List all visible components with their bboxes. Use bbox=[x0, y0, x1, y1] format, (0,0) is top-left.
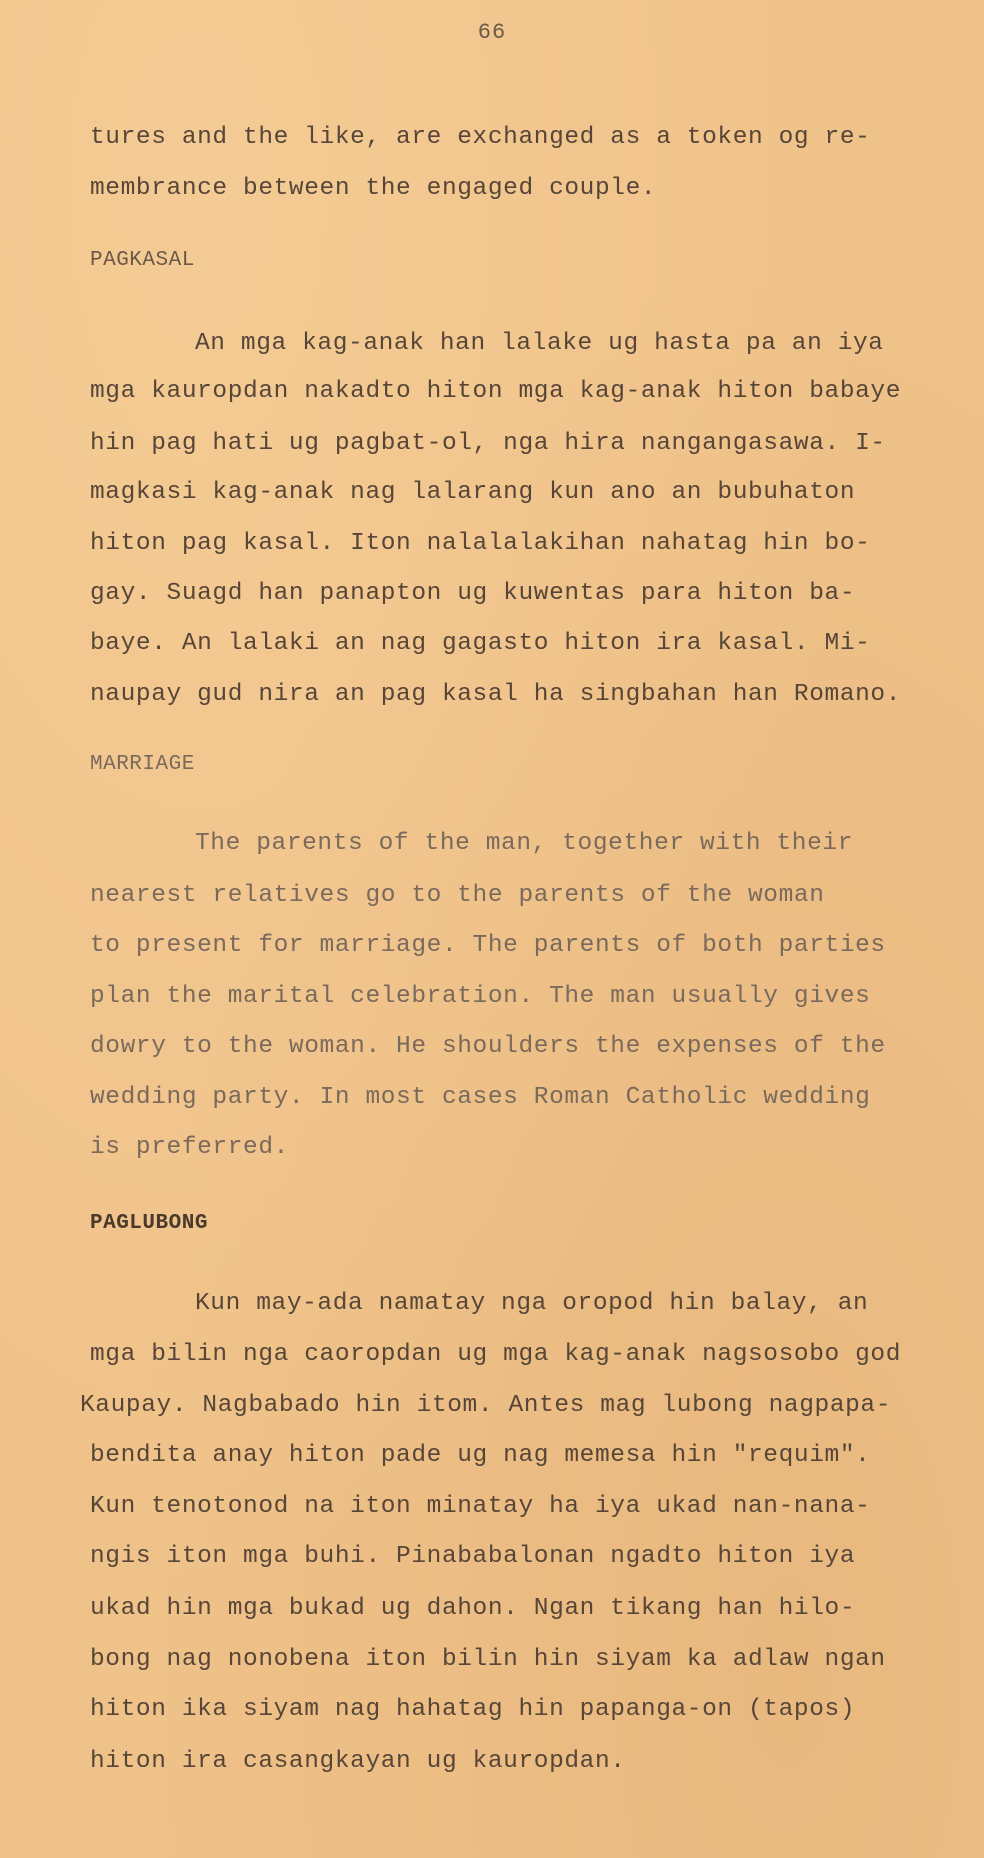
body-line: mga kauropdan nakadto hiton mga kag-anak hiton babaye bbox=[90, 378, 902, 405]
body-line: is preferred. bbox=[90, 1134, 289, 1161]
body-line: dowry to the woman. He shoulders the expenses of the bbox=[90, 1033, 886, 1060]
body-line: gay. Suagd han panapton ug kuwentas para hiton ba- bbox=[90, 580, 856, 607]
body-line: mga bilin nga caoropdan ug mga kag-anak nagsosobo god bbox=[90, 1341, 902, 1368]
body-line: Kun tenotonod na iton minatay ha iya ukad nan-nana- bbox=[90, 1493, 871, 1520]
body-line: hiton pag kasal. Iton nalalalakihan nahatag hin bo- bbox=[90, 530, 871, 557]
body-line: to present for marriage. The parents of both parties bbox=[90, 932, 886, 959]
body-line: The parents of the man, together with their bbox=[195, 830, 854, 857]
body-line: magkasi kag-anak nag lalarang kun ano an bubuhaton bbox=[90, 479, 856, 506]
section-heading-paglubong: PAGLUBONG bbox=[90, 1212, 208, 1235]
body-line: membrance between the engaged couple. bbox=[90, 175, 657, 202]
section-heading-marriage: MARRIAGE bbox=[90, 753, 195, 776]
body-line: naupay gud nira an pag kasal ha singbahan han Romano. bbox=[90, 681, 902, 708]
body-line: plan the marital celebration. The man usually gives bbox=[90, 983, 871, 1010]
body-line: baye. An lalaki an nag gagasto hiton ira kasal. Mi- bbox=[90, 630, 871, 657]
body-line: An mga kag-anak han lalake ug hasta pa an iya bbox=[195, 330, 884, 357]
page-number: 66 bbox=[477, 20, 507, 45]
body-line: wedding party. In most cases Roman Catholic wedding bbox=[90, 1084, 871, 1111]
body-line: hiton ira casangkayan ug kauropdan. bbox=[90, 1748, 626, 1775]
section-heading-pagkasal: PAGKASAL bbox=[90, 249, 195, 272]
body-line: ngis iton mga buhi. Pinababalonan ngadto hiton iya bbox=[90, 1543, 856, 1570]
body-line: nearest relatives go to the parents of the woman bbox=[90, 882, 825, 909]
body-line: bendita anay hiton pade ug nag memesa hin "requim". bbox=[90, 1442, 871, 1469]
body-line: Kun may-ada namatay nga oropod hin balay, an bbox=[195, 1290, 869, 1317]
body-line: Kaupay. Nagbabado hin itom. Antes mag lubong nagpapa- bbox=[80, 1392, 892, 1419]
body-line: hin pag hati ug pagbat-ol, nga hira nangangasawa. I- bbox=[90, 430, 886, 457]
body-line: bong nag nonobena iton bilin hin siyam ka adlaw ngan bbox=[90, 1646, 886, 1673]
body-line: tures and the like, are exchanged as a token og re- bbox=[90, 124, 871, 151]
body-line: hiton ika siyam nag hahatag hin papanga-on (tapos) bbox=[90, 1696, 856, 1723]
body-line: ukad hin mga bukad ug dahon. Ngan tikang han hilo- bbox=[90, 1595, 856, 1622]
